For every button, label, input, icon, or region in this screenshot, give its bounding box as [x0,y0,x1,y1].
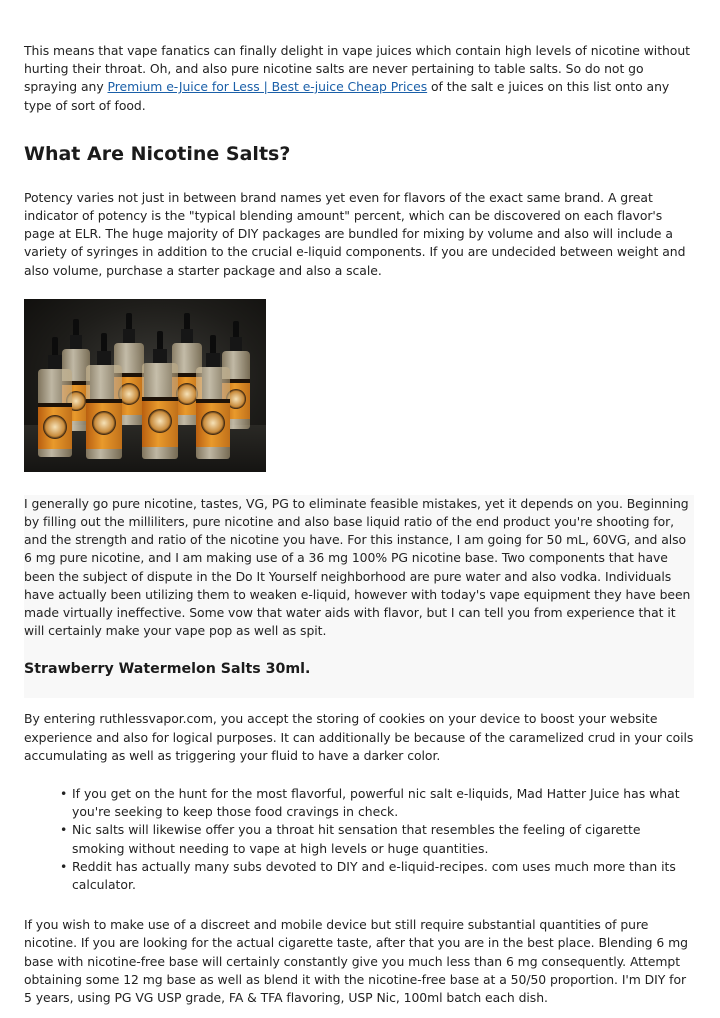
list-item [24,785,694,821]
premium-ejuice-link[interactable]: Premium e-Juice for Less | Best e-juice Cheap Prices [107,79,428,95]
list-item [24,821,694,857]
intro-paragraph [24,42,694,115]
list-item-text: Reddit has actually many subs devoted to DIY and e-liquid-recipes. com uses much more than its calculator. [72,858,676,893]
intro-text-after-link: of the salt e juices on this list onto any type of sort of food. [24,79,670,113]
heading-strawberry-watermelon: Strawberry Watermelon Salts 30ml. [24,661,311,678]
cookies-paragraph: By entering ruthlessvapor.com, you accept the storing of cookies on your device to boost your website experience and also for logical purposes. It can additionally be because of the caramelized crud in your coils accumulating as well as triggering your fluid to have a darker color. [24,711,694,763]
list-item-text: If you get on the hunt for the most flavorful, powerful nic salt e-liquids, Mad Hatter Juice has what you're seeking to keep those food cravings in check. [72,786,680,820]
bullet-icon: • [60,786,68,802]
final-paragraph: If you wish to make use of a discreet and mobile device but still require substantial quantities of pure nicotine. If you are looking for the actual cigarette taste, after that you are in the best place. Blending 6 mg base with nicotine-free base will certainly constantly give you much less than 6 mg consequently. Attempt obtaining some 12 mg base as well as blend it with the nicotine-free base at a 50/50 proportion. I'm DIY for 5 years, using PG VG USP grade, FA & TFA flavoring, USP Nic, 100ml batch each dish. [24,917,688,1006]
heading-nicotine-salts: What Are Nicotine Salts? [24,142,291,165]
article [24,42,694,1007]
bullet-icon: • [60,822,68,838]
eliquid-bottles-photo [24,299,266,472]
bottle [142,331,178,459]
bottle [86,333,122,459]
bottle [196,335,230,459]
list-item-text: Nic salts will likewise offer you a throat hit sensation that resembles the feeling of cigarette smoking without needing to vape at high levels or huge quantities. [72,822,641,856]
bullet-icon: • [60,858,68,874]
bottle [38,337,72,457]
diy-section [24,495,694,699]
list-item [24,858,694,894]
bullet-list [24,785,694,894]
intro-text-before-link: This means that vape fanatics can finally delight in vape juices which contain high levels of nicotine without hurting their throat. Oh, and also pure nicotine salts are never pertaining to table salts. So do not go spraying any [24,43,690,95]
diy-paragraph: I generally go pure nicotine, tastes, VG, PG to eliminate feasible mistakes, yet it depends on you. Beginning by filling out the milliliters, pure nicotine and also base liquid ratio of the end product you're shooting for, and the strength and ratio of the nicotine you have. For this instance, I am going for 50 mL, 60VG, and also 6 mg pure nicotine, and I am making use of a 36 mg 100% PG nicotine base. Two components that have been the subject of dispute in the Do It Yourself neighborhood are pure water and also vodka. Individuals have actually been utilizing them to weaken e-liquid, however with today's vape equipment they have been made virtually ineffective. Some vow that water aids with flavor, but I can tell you from experience that it will certainly make your vape pop as well as spit. [24,495,691,639]
potency-paragraph: Potency varies not just in between brand names yet even for flavors of the exact same brand. A great indicator of potency is the "typical blending amount" percent, which can be discovered on each flavor's page at ELR. The huge majority of DIY packages are bundled for mixing by volume and also will include a variety of syringes in addition to the crucial e-liquid components. If you are undecided between weight and also volume, purchase a starter package and also a scale. [24,189,686,278]
